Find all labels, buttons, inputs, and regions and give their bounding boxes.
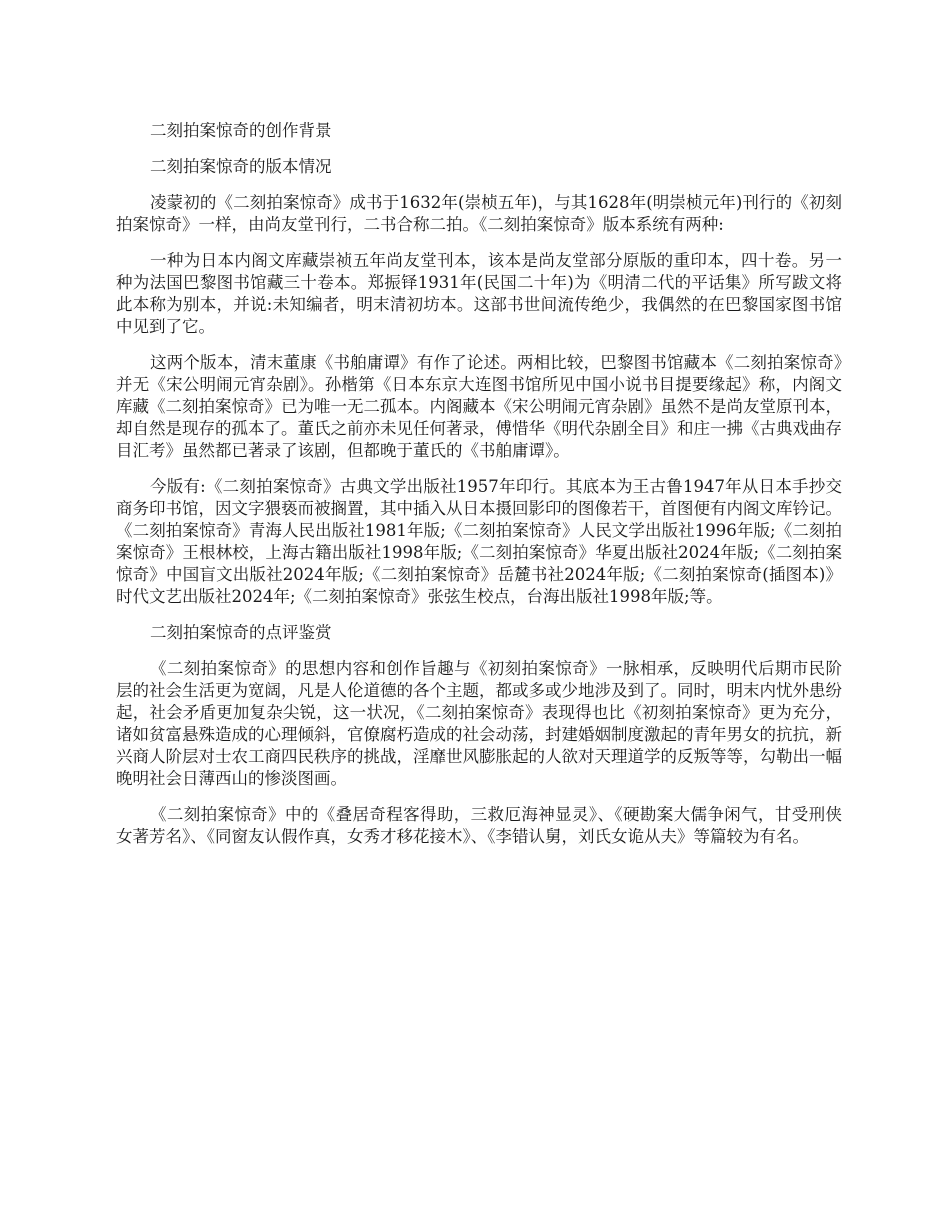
paragraph-notable-stories: 《二刻拍案惊奇》中的《叠居奇程客得助，三救厄海神显灵》、《硬勘案大儒争闲气，甘受刑侠女著芳名》、《同窗友认假作真，女秀才移花接木》、《李错认舅，刘氏女诡从夫》等篇较为有名。	[116, 805, 842, 846]
paragraph-intro: 凌蒙初的《二刻拍案惊奇》成书于1632年(崇桢五年)，与其1628年(明崇桢元年)刊行的《初刻拍案惊奇》一样，由尚友堂刊行，二书合称二拍。《二刻拍案惊奇》版本系统有两种:	[116, 193, 842, 234]
paragraph-modern-editions: 今版有:《二刻拍案惊奇》古典文学出版社1957年印行。其底本为王古鲁1947年从日本手抄交商务印书馆，因文字猥亵而被搁置，其中插入从日本摄回影印的图像若干，首图便有内阁文库钤记。《二刻拍案惊奇》青海人民出版社1981年版;《二刻拍案惊奇》人民文学出版社1996年版;《二刻拍案惊奇》王根林校，上海古籍出版社1998年版;《二刻拍案惊奇》华夏出版社2024年版;《二刻拍案惊奇》中国盲文出版社2024年版;《二刻拍案惊奇》岳麓书社2024年版;《二刻拍案惊奇(插图本)》时代文艺出版社2024年;《二刻拍案惊奇》张弦生校点，台海出版社1998年版;等。	[116, 477, 842, 606]
heading-review: 二刻拍案惊奇的点评鉴赏	[150, 623, 332, 642]
heading-editions: 二刻拍案惊奇的版本情况	[150, 157, 332, 176]
document-page	[116, 120, 842, 862]
paragraph-review-content: 《二刻拍案惊奇》的思想内容和创作旨趣与《初刻拍案惊奇》一脉相承，反映明代后期市民阶层的社会生活更为宽阔，凡是人伦道德的各个主题，都或多或少地涉及到了。同时，明末内忧外患纷起，社会矛盾更加复杂尖锐，这一状况，《二刻拍案惊奇》表现得也比《初刻拍案惊奇》更为充分，诸如贫富悬殊造成的心理倾斜，官僚腐朽造成的社会动荡，封建婚姻制度激起的青年男女的抗抗，新兴商人阶层对士农工商四民秩序的挑战，淫靡世风膨胀起的人欲对天理道学的反叛等等，勾勒出一幅晚明社会日薄西山的惨淡图画。	[116, 659, 842, 788]
heading-creation-background: 二刻拍案惊奇的创作背景	[150, 121, 332, 140]
paragraph-editions-detail: 一种为日本内阁文库藏崇祯五年尚友堂刊本，该本是尚友堂部分原版的重印本，四十卷。另一种为法国巴黎图书馆藏三十卷本。郑振铎1931年(民国二十年)为《明清二代的平话集》所写跋文将此本称为别本，并说:未知编者，明末清初坊本。这部书世间流传绝少，我偶然的在巴黎国家图书馆中见到了它。	[116, 251, 842, 336]
paragraph-edition-comparison: 这两个版本，清末董康《书舶庸谭》有作了论述。两相比较，巴黎图书馆藏本《二刻拍案惊奇》并无《宋公明闹元宵杂剧》。孙楷第《日本东京大连图书馆所见中国小说书目提要缘起》称，内阁文库藏《二刻拍案惊奇》已为唯一无二孤本。内阁藏本《宋公明闹元宵杂剧》虽然不是尚友堂原刊本，却自然是现存的孤本了。董氏之前亦未见任何著录，傅惜华《明代杂剧全目》和庄一拂《古典戏曲存目汇考》虽然都已著录了该剧，但都晚于董氏的《书舶庸谭》。	[116, 353, 842, 460]
